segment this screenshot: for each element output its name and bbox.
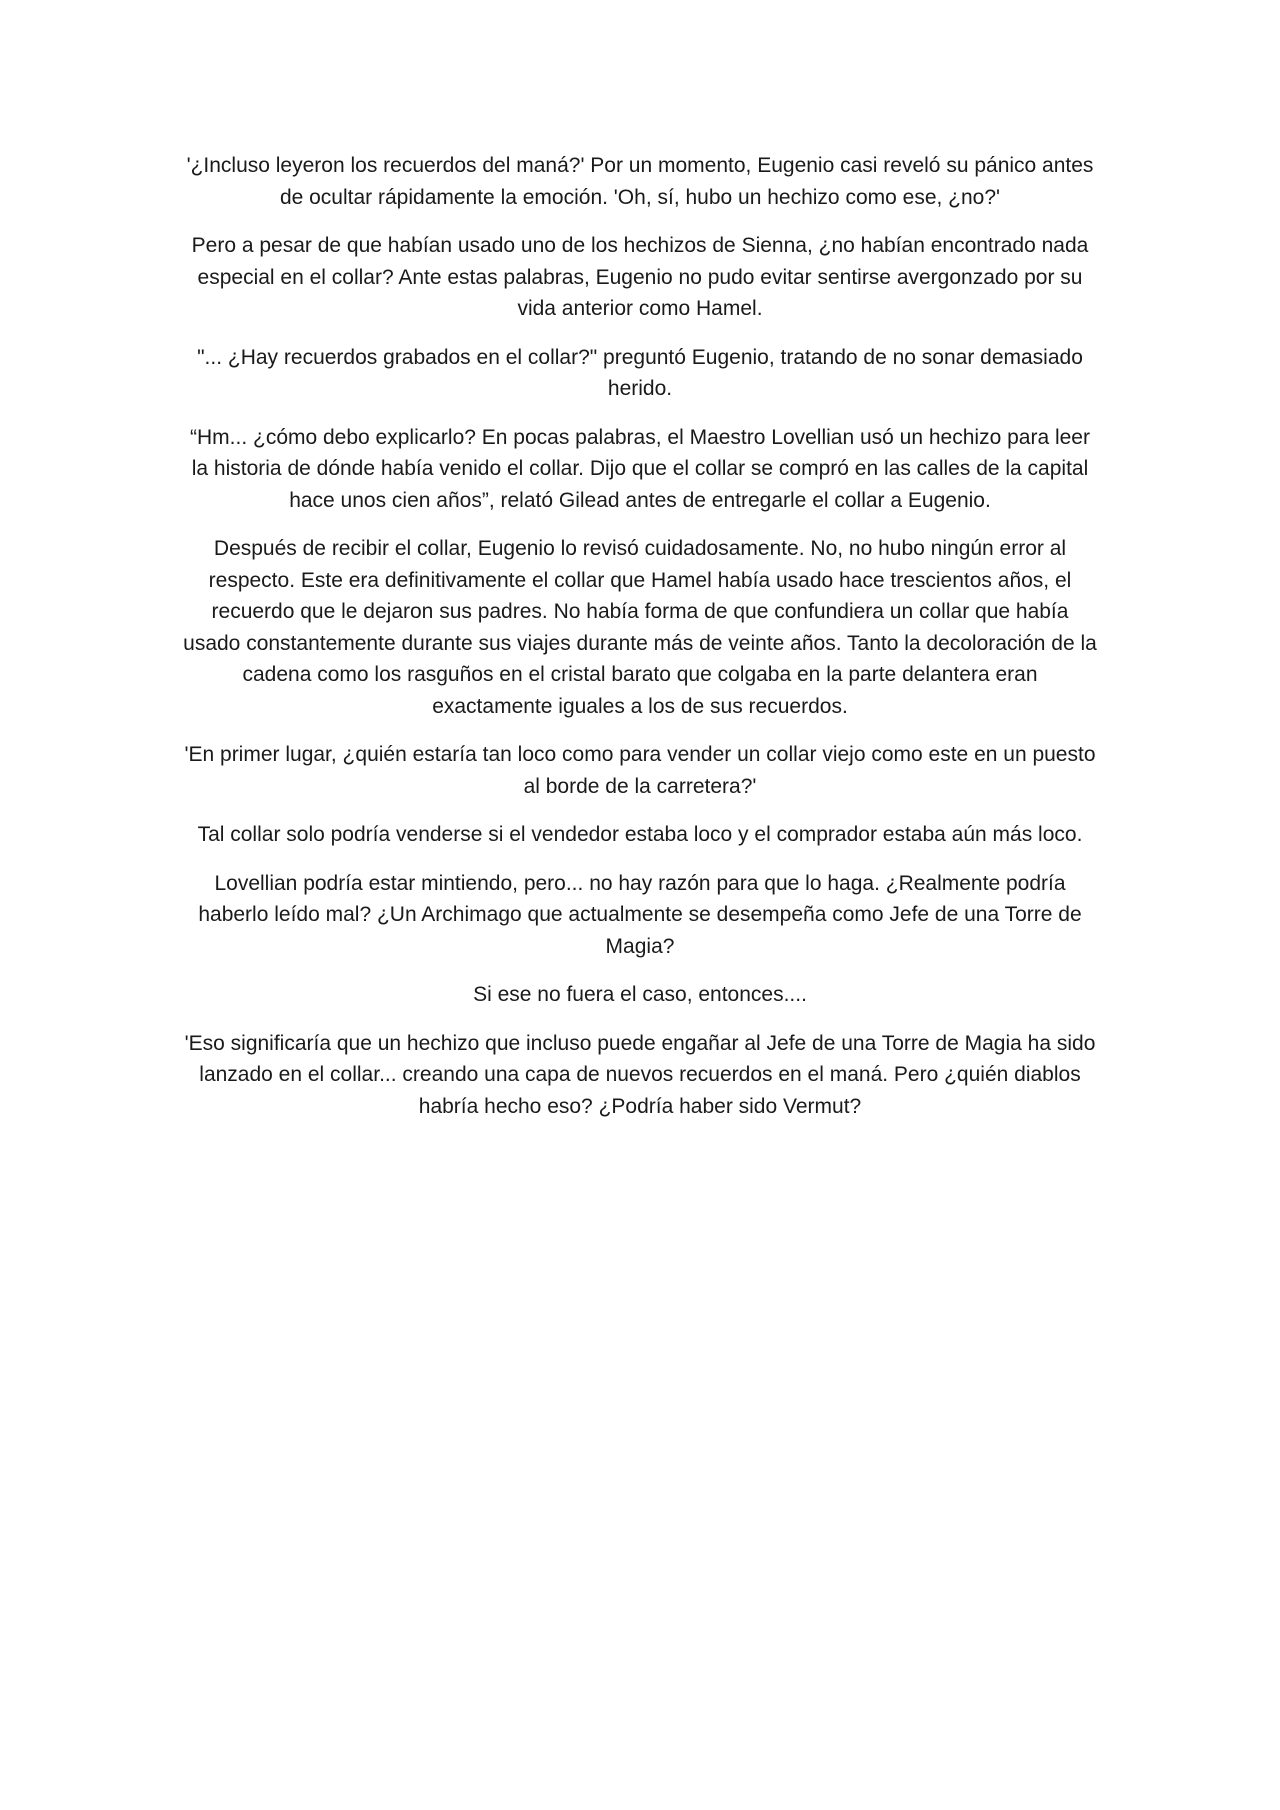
paragraph-8: Lovellian podría estar mintiendo, pero... no hay razón para que lo haga. ¿Realmente podría haberlo leído mal? ¿Un Archimago que actualmente se desempeña como Jefe de una Torre de Magia?: [198, 871, 1082, 958]
paragraph-9: Si ese no fuera el caso, entonces....: [473, 983, 807, 1006]
paragraph-1: '¿Incluso leyeron los recuerdos del maná?' Por un momento, Eugenio casi reveló su pánico antes de ocultar rápidamente la emoción. 'Oh, sí, hubo un hechizo como ese, ¿no?': [186, 154, 1094, 209]
paragraph-7: Tal collar solo podría venderse si el vendedor estaba loco y el comprador estaba aún más loco.: [197, 823, 1083, 846]
paragraph-5: Después de recibir el collar, Eugenio lo revisó cuidadosamente. No, no hubo ningún error al respecto. Este era definitivamente el collar que Hamel había usado hace trescientos años, el recuerdo que le dejaron sus padres. No había forma de que confundiera un collar que había usado constantemente durante sus viajes durante más de veinte años. Tanto la decoloración de la cadena como los rasguños en el cristal barato que colgaba en la parte delantera eran exactamente iguales a los de sus recuerdos.: [183, 537, 1097, 718]
paragraph-10: 'Eso significaría que un hechizo que incluso puede engañar al Jefe de una Torre de Magia ha sido lanzado en el collar... creando una capa de nuevos recuerdos en el maná. Pero ¿quién diablos habría hecho eso? ¿Podría haber sido Vermut?: [184, 1031, 1096, 1118]
paragraph-2: Pero a pesar de que habían usado uno de los hechizos de Sienna, ¿no habían encontrado nada especial en el collar? Ante estas palabras, Eugenio no pudo evitar sentirse avergonzado por su vida anterior como Hamel.: [191, 234, 1089, 320]
paragraph-3: "... ¿Hay recuerdos grabados en el collar?" preguntó Eugenio, tratando de no sonar demasiado herido.: [197, 345, 1083, 400]
paragraph-6: 'En primer lugar, ¿quién estaría tan loco como para vender un collar viejo como este en un puesto al borde de la carretera?': [184, 743, 1096, 798]
document-body: [182, 150, 1098, 1139]
paragraph-4: “Hm... ¿cómo debo explicarlo? En pocas palabras, el Maestro Lovellian usó un hechizo para leer la historia de dónde había venido el collar. Dijo que el collar se compró en las calles de la capital hace unos cien años”, relató Gilead antes de entregarle el collar a Eugenio.: [190, 425, 1090, 512]
